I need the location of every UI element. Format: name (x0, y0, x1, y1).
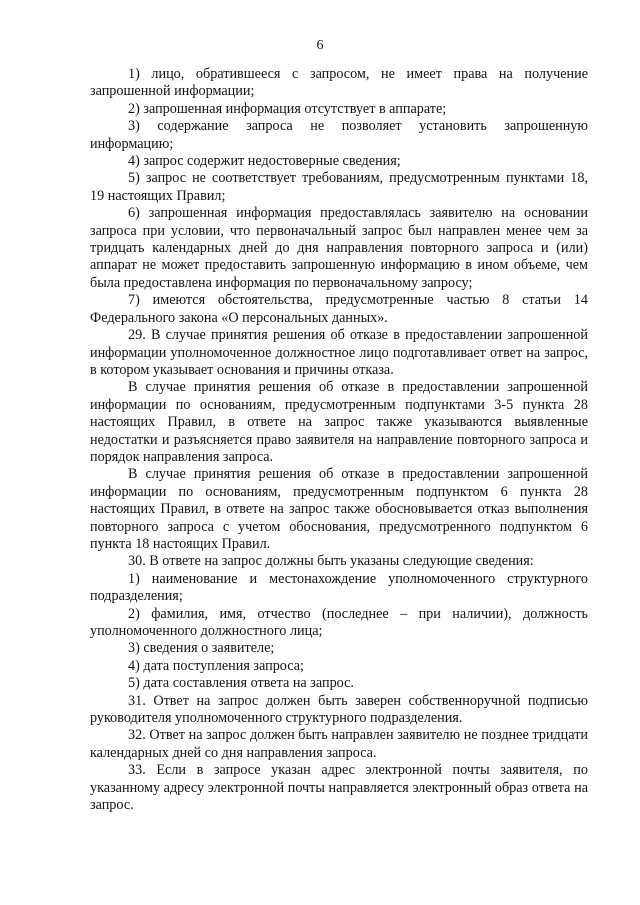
paragraph: 31. Ответ на запрос должен быть заверен собственноручной подписью руководителя уполномоченного структурного подразделения. (90, 692, 588, 727)
document-body (90, 66, 588, 814)
paragraph: 5) дата составления ответа на запрос. (128, 675, 354, 692)
paragraph: В случае принятия решения об отказе в предоставлении запрошенной информации по основаниям, предусмотренным подпунктом 6 пункта 28 настоящих Правил, в ответе на запрос также обосновывается отказ выполнения повторного запроса с учетом обоснования, предусмотренного подпунктом 6 пункта 18 настоящих Правил. (90, 466, 588, 552)
paragraph: 29. В случае принятия решения об отказе в предоставлении запрошенной информации уполномоченное должностное лицо подготавливает ответ на запрос, в котором указывает основания и причины отказа. (90, 327, 588, 378)
page-number: 6 (316, 38, 324, 53)
paragraph: 3) содержание запроса не позволяет установить запрошенную информацию; (90, 118, 588, 152)
paragraph: 3) сведения о заявителе; (128, 640, 275, 657)
paragraph: 2) фамилия, имя, отчество (последнее – при наличии), должность уполномоченного должностного лица; (90, 605, 588, 639)
paragraph: 2) запрошенная информация отсутствует в аппарате; (128, 100, 447, 117)
paragraph: 5) запрос не соответствует требованиям, предусмотренным пунктами 18, 19 настоящих Правил; (90, 170, 588, 204)
paragraph: 7) имеются обстоятельства, предусмотренные частью 8 статьи 14 Федерального закона «О персональных данных». (90, 292, 588, 326)
paragraph: 32. Ответ на запрос должен быть направлен заявителю не позднее тридцати календарных дней со дня направления запроса. (90, 727, 588, 761)
paragraph: 4) запрос содержит недостоверные сведения; (128, 153, 401, 170)
paragraph: 4) дата поступления запроса; (128, 657, 304, 674)
paragraph: В случае принятия решения об отказе в предоставлении запрошенной информации по основаниям, предусмотренным подпунктами 3-5 пункта 28 настоящих Правил, в ответе на запрос также указываются выявленные недостатки и разъясняется право заявителя на направление повторного запроса и порядок направления запроса. (90, 379, 588, 465)
paragraph: 1) наименование и местонахождение уполномоченного структурного подразделения; (90, 570, 588, 605)
paragraph: 30. В ответе на запрос должны быть указаны следующие сведения: (128, 553, 534, 570)
paragraph: 33. Если в запросе указан адрес электронной почты заявителя, по указанному адресу электронной почты направляется электронный образ ответа на запрос. (90, 762, 588, 814)
paragraph: 1) лицо, обратившееся с запросом, не имеет права на получение запрошенной информации; (90, 66, 588, 100)
paragraph: 6) запрошенная информация предоставлялась заявителю на основании запроса при условии, что первоначальный запрос был направлен менее чем за тридцать календарных дней до дня направления повторного запроса и (или) аппарат не может предоставить запрошенную информацию в ином объеме, чем была предоставлена информация по первоначальному запросу; (90, 205, 588, 291)
